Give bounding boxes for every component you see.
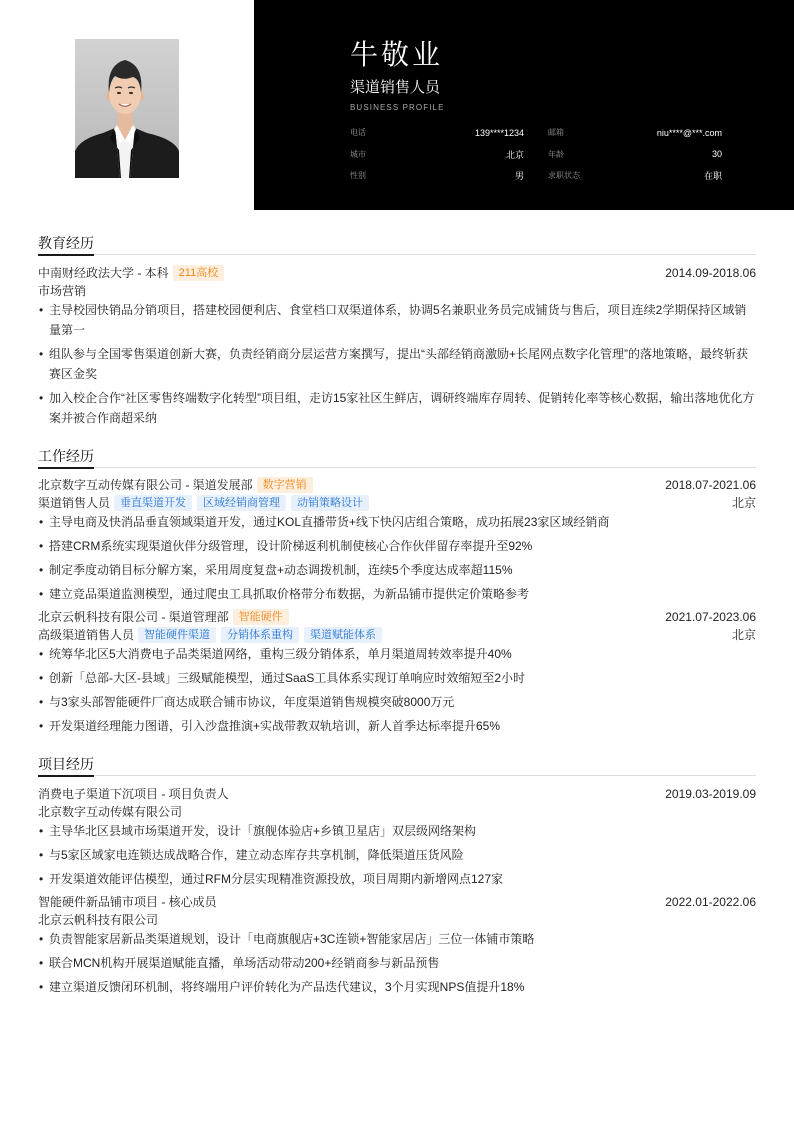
info-phone <box>350 122 524 144</box>
skill-tag: 垂直渠道开发 <box>114 495 192 511</box>
bullet-item: • 开发渠道经理能力图谱，引入沙盘推演+实战带教双轨培训，新人首季达标率提升65% <box>38 716 756 736</box>
info-value: 男 <box>514 171 524 182</box>
entry-subtitle-row <box>38 803 756 821</box>
location: 北京 <box>731 496 756 510</box>
industry-tag: 数字营销 <box>257 477 313 493</box>
position: 高级渠道销售人员 <box>38 628 135 642</box>
entry-date: 2022.01-2022.06 <box>665 894 756 909</box>
skill-tag: 渠道赋能体系 <box>304 627 382 643</box>
section-heading <box>38 233 756 255</box>
entry-date: 2014.09-2018.06 <box>665 265 756 280</box>
info-label: 城市 <box>350 149 366 159</box>
bullet-item: • 开发渠道效能评估模型，通过RFM分层实现精准资源投放，项目周期内新增网点127家 <box>38 869 756 889</box>
bullet-item: • 主导华北区县域市场渠道开发，设计「旗舰体验店+乡镇卫星店」双层级网络架构 <box>38 821 756 841</box>
skill-tag: 动销策略设计 <box>291 495 369 511</box>
bullet-item: • 搭建CRM系统实现渠道伙伴分级管理，设计阶梯返利机制使核心合作伙伴留存率提升至92% <box>38 536 756 556</box>
info-age <box>548 144 722 166</box>
section-heading-text: 项目经历 <box>38 754 94 777</box>
entry-title-group <box>38 608 289 626</box>
info-label: 电话 <box>350 128 366 138</box>
project-name-role: 智能硬件新品铺市项目 - 核心成员 <box>38 894 217 909</box>
info-label: 邮箱 <box>548 128 564 138</box>
info-gender <box>350 165 524 187</box>
info-label: 性别 <box>350 171 366 181</box>
bullet-item: • 建立渠道反馈闭环机制，将终端用户评价转化为产品迭代建议，3个月实现NPS值提升18% <box>38 977 756 997</box>
bullet-item: • 与5家区域家电连锁达成战略合作，建立动态库存共享机制，降低渠道压货风险 <box>38 845 756 865</box>
profile-photo <box>75 39 179 178</box>
section-heading <box>38 446 756 468</box>
info-value: 30 <box>711 149 722 160</box>
entry-title-group <box>38 264 224 282</box>
info-value: niu****@***.com <box>656 127 722 138</box>
skill-tag: 区域经销商管理 <box>197 495 286 511</box>
entry-subtitle-row <box>38 911 756 929</box>
entry-date: 2018.07-2021.06 <box>665 478 756 492</box>
bullet-item: • 加入校企合作“社区零售终端数字化转型”项目组，走访15家社区生鲜店，调研终端库存周转、促销转化率等核心数据，输出落地优化方案并被合作商超采纳 <box>38 388 756 428</box>
position-group <box>38 494 369 512</box>
entry-subtitle-row <box>38 494 756 512</box>
project-entry <box>38 893 756 997</box>
info-value: 北京 <box>505 149 524 160</box>
bullet-item: • 建立竞品渠道监测模型，通过爬虫工具抓取价格带分布数据，为新品铺市提供定价策略参考 <box>38 584 756 604</box>
info-email <box>548 122 722 144</box>
entry-header-row <box>38 608 756 626</box>
entry-subtitle-row <box>38 626 756 644</box>
entry-date: 2021.07-2023.06 <box>665 610 756 624</box>
info-job-status <box>548 165 722 187</box>
industry-tag: 智能硬件 <box>233 609 289 625</box>
entry-header-row <box>38 785 756 803</box>
resume-body <box>0 233 794 997</box>
job-title: 渠道销售人员 <box>350 79 441 96</box>
major: 市场营销 <box>38 283 87 298</box>
education-section <box>38 233 756 428</box>
work-entry <box>38 476 756 604</box>
entry-header-row <box>38 264 756 282</box>
company-department: 北京云帆科技有限公司 - 渠道管理部 <box>38 610 229 624</box>
info-city <box>350 144 524 166</box>
info-value: 在职 <box>703 171 722 182</box>
bullet-item: • 创新「总部-大区-县域」三级赋能模型，通过SaaS工具体系实现订单响应时效缩短至2小时 <box>38 668 756 688</box>
project-company: 北京数字互动传媒有限公司 <box>38 804 183 819</box>
project-entry <box>38 785 756 889</box>
section-heading-text: 教育经历 <box>38 233 94 256</box>
education-entry <box>38 264 756 428</box>
bullet-item: • 组队参与全国零售渠道创新大赛，负责经销商分层运营方案撰写，提出“头部经销商激励+长尾网点数字化管理”的落地策略，最终斩获赛区金奖 <box>38 344 756 384</box>
section-heading <box>38 754 756 776</box>
skill-tag: 智能硬件渠道 <box>138 627 216 643</box>
info-label: 年龄 <box>548 149 564 159</box>
bullet-item: • 联合MCN机构开展渠道赋能直播，单场活动带动200+经销商参与新品预售 <box>38 953 756 973</box>
entry-bullets <box>38 929 756 997</box>
bullet-item: • 负责智能家居新品类渠道规划，设计「电商旗舰店+3C连锁+智能家居店」三位一体铺市策略 <box>38 929 756 949</box>
projects-section <box>38 754 756 997</box>
profile-tagline: BUSINESS PROFILE <box>350 103 445 112</box>
bullet-item: • 统筹华北区5大消费电子品类渠道网络，重构三级分销体系，单月渠道周转效率提升40% <box>38 644 756 664</box>
entry-date: 2019.03-2019.09 <box>665 786 756 801</box>
work-section <box>38 446 756 737</box>
candidate-name: 牛敬业 <box>350 39 444 70</box>
entry-bullets <box>38 300 756 428</box>
bullet-item: • 制定季度动销目标分解方案，采用周度复盘+动态调拨机制，连续5个季度达成率超115% <box>38 560 756 580</box>
work-entry <box>38 608 756 736</box>
position-group <box>38 626 382 644</box>
profile-panel <box>254 0 794 210</box>
contact-info-grid <box>350 122 722 187</box>
info-label: 求职状态 <box>548 171 580 181</box>
entry-bullets <box>38 821 756 889</box>
entry-bullets <box>38 512 756 604</box>
project-name-role: 消费电子渠道下沉项目 - 项目负责人 <box>38 786 229 801</box>
info-value: 139****1234 <box>474 127 524 138</box>
resume-header <box>0 0 794 210</box>
entry-header-row <box>38 476 756 494</box>
entry-bullets <box>38 644 756 736</box>
entry-title-group <box>38 476 313 494</box>
portrait-image <box>75 39 179 178</box>
school-tag: 211高校 <box>173 265 225 281</box>
location: 北京 <box>731 628 756 642</box>
skill-tag: 分销体系重构 <box>221 627 299 643</box>
project-company: 北京云帆科技有限公司 <box>38 912 159 927</box>
entry-header-row <box>38 893 756 911</box>
section-heading-text: 工作经历 <box>38 446 94 469</box>
position: 渠道销售人员 <box>38 496 111 510</box>
school-degree: 中南财经政法大学 - 本科 <box>38 265 169 280</box>
company-department: 北京数字互动传媒有限公司 - 渠道发展部 <box>38 478 253 492</box>
entry-subtitle-row <box>38 282 756 300</box>
bullet-item: • 主导校园快销品分销项目，搭建校园便利店、食堂档口双渠道体系，协调5名兼职业务员完成铺货与售后，项目连续2学期保持区域销量第一 <box>38 300 756 340</box>
bullet-item: • 主导电商及快消品垂直领域渠道开发，通过KOL直播带货+线下快闪店组合策略，成功拓展23家区域经销商 <box>38 512 756 532</box>
bullet-item: • 与3家头部智能硬件厂商达成联合铺市协议，年度渠道销售规模突破8000万元 <box>38 692 756 712</box>
